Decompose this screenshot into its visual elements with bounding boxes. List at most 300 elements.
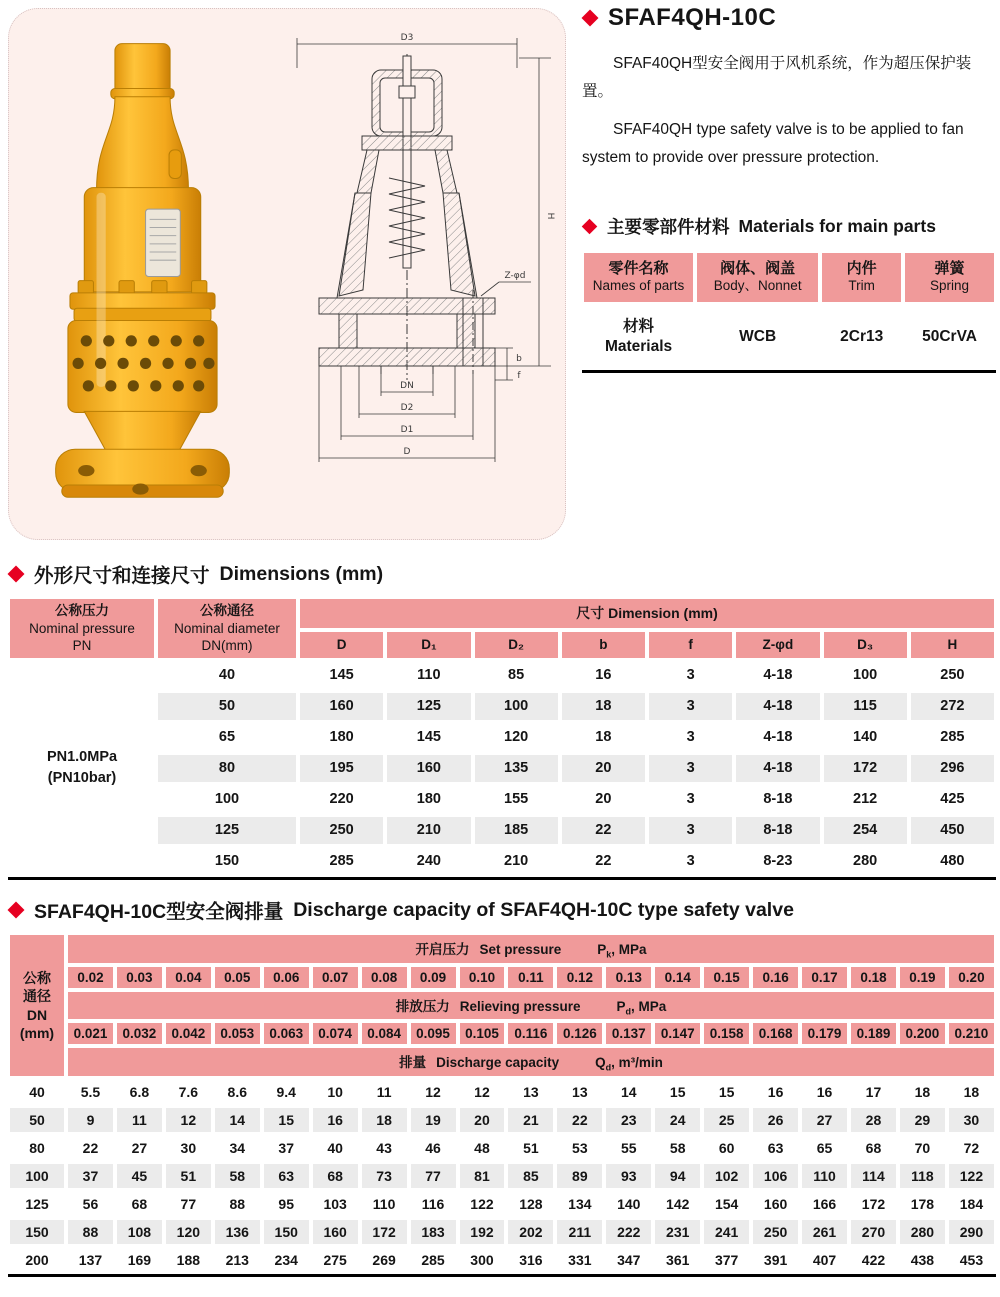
dn-column-header: 公称 通径 DN (mm) (8, 933, 66, 1078)
capacity-value-cell: 12 (458, 1078, 507, 1106)
dn-value-cell: 150 (8, 1218, 66, 1246)
capacity-value-cell: 213 (213, 1246, 262, 1274)
dn-value-cell: 125 (156, 815, 298, 846)
set-pressure-value: 0.19 (898, 965, 947, 990)
capacity-label-row (8, 1046, 996, 1078)
materials-col-body: 阀体、阀盖 Body、Nonnet (695, 251, 820, 305)
dimension-value-cell: 450 (909, 815, 996, 846)
capacity-value-cell: 261 (800, 1218, 849, 1246)
capacity-value-cell: 56 (66, 1190, 115, 1218)
capacity-value-cell: 106 (751, 1162, 800, 1190)
capacity-value-cell: 9 (66, 1106, 115, 1134)
dimension-value-cell: 172 (822, 753, 909, 784)
dimension-value-cell: 100 (822, 660, 909, 691)
capacity-value-cell: 58 (213, 1162, 262, 1190)
capacity-value-cell: 15 (262, 1106, 311, 1134)
relieving-pressure-value: 0.084 (360, 1021, 409, 1046)
relieving-pressure-value: 0.063 (262, 1021, 311, 1046)
dimension-value-cell: 4-18 (734, 660, 821, 691)
svg-text:D1: D1 (400, 425, 414, 435)
capacity-value-cell: 77 (409, 1162, 458, 1190)
capacity-value-cell: 122 (947, 1162, 996, 1190)
dimension-row (8, 815, 996, 846)
capacity-value-cell: 37 (262, 1134, 311, 1162)
dimension-row (8, 753, 996, 784)
dimension-value-cell: 285 (909, 722, 996, 753)
materials-title-en: Materials for main parts (738, 215, 936, 236)
dn-value-cell: 40 (8, 1078, 66, 1106)
set-pressure-value: 0.10 (458, 965, 507, 990)
col-H: H (909, 630, 996, 660)
dimension-value-cell: 250 (909, 660, 996, 691)
relieving-pressure-value: 0.137 (604, 1021, 653, 1046)
set-pressure-value: 0.06 (262, 965, 311, 990)
col-D2: D₂ (473, 630, 560, 660)
dimension-value-cell: 145 (385, 722, 472, 753)
capacity-value-cell: 7.6 (164, 1078, 213, 1106)
capacity-value-cell: 51 (506, 1134, 555, 1162)
capacity-value-cell: 280 (898, 1218, 947, 1246)
set-pressure-value: 0.12 (555, 965, 604, 990)
dn-value-cell: 50 (156, 691, 298, 722)
dimension-value-cell: 16 (560, 660, 647, 691)
capacity-value-cell: 17 (849, 1078, 898, 1106)
relieving-pressure-value: 0.158 (702, 1021, 751, 1046)
capacity-value-cell: 11 (115, 1106, 164, 1134)
dimension-value-cell: 160 (385, 753, 472, 784)
set-pressure-value: 0.18 (849, 965, 898, 990)
dn-value-cell: 50 (8, 1106, 66, 1134)
capacity-value-cell: 16 (800, 1078, 849, 1106)
dimension-value-cell: 280 (822, 846, 909, 877)
capacity-header: 排量 Discharge capacity $Q_d$, m³/min (66, 1046, 996, 1078)
capacity-value-cell: 40 (311, 1134, 360, 1162)
capacity-value-cell: 22 (66, 1134, 115, 1162)
materials-col-trim: 内件 Trim (820, 251, 903, 305)
dimension-value-cell: 85 (473, 660, 560, 691)
set-pressure-value: 0.20 (947, 965, 996, 990)
capacity-value-cell: 94 (653, 1162, 702, 1190)
dimension-value-cell: 18 (560, 691, 647, 722)
capacity-value-cell: 22 (555, 1106, 604, 1134)
capacity-value-cell: 114 (849, 1162, 898, 1190)
capacity-value-cell: 46 (409, 1134, 458, 1162)
capacity-value-cell: 331 (555, 1246, 604, 1274)
capacity-value-cell: 20 (458, 1106, 507, 1134)
capacity-value-cell: 202 (506, 1218, 555, 1246)
capacity-value-cell: 241 (702, 1218, 751, 1246)
capacity-value-cell: 93 (604, 1162, 653, 1190)
dn-value-cell: 125 (8, 1190, 66, 1218)
material-spring-value: 50CrVA (903, 304, 996, 370)
set-pressure-values-row (8, 965, 996, 990)
capacity-value-cell: 222 (604, 1218, 653, 1246)
capacity-value-cell: 88 (213, 1190, 262, 1218)
col-D3: D₃ (822, 630, 909, 660)
capacity-value-cell: 347 (604, 1246, 653, 1274)
relieving-pressure-value: 0.116 (506, 1021, 555, 1046)
capacity-value-cell: 9.4 (262, 1078, 311, 1106)
svg-text:D: D (403, 447, 411, 457)
diamond-bullet-icon (582, 218, 598, 234)
dimension-value-cell: 8-23 (734, 846, 821, 877)
dimension-value-cell: 140 (822, 722, 909, 753)
dimension-value-cell: 22 (560, 846, 647, 877)
capacity-value-cell: 142 (653, 1190, 702, 1218)
capacity-value-cell: 128 (506, 1190, 555, 1218)
dimension-value-cell: 180 (385, 784, 472, 815)
capacity-value-cell: 192 (458, 1218, 507, 1246)
capacity-value-cell: 13 (506, 1078, 555, 1106)
set-pressure-value: 0.15 (702, 965, 751, 990)
capacity-value-cell: 122 (458, 1190, 507, 1218)
relieving-pressure-value: 0.189 (849, 1021, 898, 1046)
capacity-value-cell: 275 (311, 1246, 360, 1274)
discharge-title-cn: SFAF4QH-10C型安全阀排量 (34, 901, 284, 923)
capacity-value-cell: 21 (506, 1106, 555, 1134)
dimension-value-cell: 8-18 (734, 784, 821, 815)
capacity-value-cell: 422 (849, 1246, 898, 1274)
capacity-value-cell: 15 (702, 1078, 751, 1106)
set-pressure-value: 0.04 (164, 965, 213, 990)
capacity-value-cell: 110 (360, 1190, 409, 1218)
capacity-value-cell: 172 (849, 1190, 898, 1218)
capacity-value-cell: 13 (555, 1078, 604, 1106)
technical-drawing (267, 23, 563, 528)
dimension-value-cell: 3 (647, 660, 734, 691)
materials-col-names: 零件名称 Names of parts (582, 251, 695, 305)
capacity-value-cell: 160 (751, 1190, 800, 1218)
capacity-value-cell: 68 (849, 1134, 898, 1162)
materials-heading (582, 214, 996, 239)
svg-text:DN: DN (400, 381, 414, 391)
col-D: D (298, 630, 385, 660)
capacity-value-cell: 68 (311, 1162, 360, 1190)
dimension-value-cell: 210 (473, 846, 560, 877)
dn-value-cell: 150 (156, 846, 298, 877)
materials-table (582, 251, 996, 374)
capacity-value-cell: 25 (702, 1106, 751, 1134)
dimension-row (8, 660, 996, 691)
col-f: f (647, 630, 734, 660)
dimension-value-cell: 110 (385, 660, 472, 691)
capacity-value-cell: 18 (898, 1078, 947, 1106)
set-pressure-label-row (8, 933, 996, 965)
capacity-value-cell: 45 (115, 1162, 164, 1190)
set-pressure-value: 0.08 (360, 965, 409, 990)
capacity-value-cell: 30 (947, 1106, 996, 1134)
capacity-value-cell: 23 (604, 1106, 653, 1134)
diamond-bullet-icon (8, 902, 25, 919)
svg-text:H: H (545, 212, 555, 220)
discharge-row (8, 1134, 996, 1162)
relieving-pressure-value: 0.147 (653, 1021, 702, 1046)
page-title: SFAF4QH-10C (608, 4, 777, 31)
col-nominal-pressure: 公称压力 Nominal pressure PN (8, 597, 156, 660)
materials-title-cn: 主要零部件材料 (607, 216, 730, 237)
dimension-value-cell: 3 (647, 722, 734, 753)
col-D1: D₁ (385, 630, 472, 660)
dimension-row (8, 784, 996, 815)
capacity-value-cell: 172 (360, 1218, 409, 1246)
capacity-value-cell: 51 (164, 1162, 213, 1190)
svg-text:f: f (517, 371, 521, 381)
set-pressure-value: 0.02 (66, 965, 115, 990)
dn-value-cell: 100 (156, 784, 298, 815)
discharge-row (8, 1078, 996, 1106)
model-heading (582, 4, 996, 32)
capacity-value-cell: 300 (458, 1246, 507, 1274)
discharge-heading (8, 896, 996, 924)
product-image-panel (8, 8, 566, 540)
capacity-value-cell: 407 (800, 1246, 849, 1274)
capacity-value-cell: 231 (653, 1218, 702, 1246)
capacity-value-cell: 27 (115, 1134, 164, 1162)
relieving-pressure-value: 0.179 (800, 1021, 849, 1046)
dimension-value-cell: 296 (909, 753, 996, 784)
discharge-title-en: Discharge capacity of SFAF4QH-10C type safety valve (293, 898, 794, 921)
dimensions-title-en: Dimensions (mm) (219, 562, 384, 585)
dimension-value-cell: 480 (909, 846, 996, 877)
discharge-row (8, 1246, 996, 1274)
relieving-pressure-value: 0.210 (947, 1021, 996, 1046)
dimension-value-cell: 18 (560, 722, 647, 753)
dimension-value-cell: 22 (560, 815, 647, 846)
capacity-value-cell: 24 (653, 1106, 702, 1134)
dimension-row (8, 846, 996, 877)
relieving-pressure-values-row (8, 1021, 996, 1046)
dn-value-cell: 100 (8, 1162, 66, 1190)
capacity-value-cell: 290 (947, 1218, 996, 1246)
capacity-value-cell: 211 (555, 1218, 604, 1246)
relieving-pressure-value: 0.168 (751, 1021, 800, 1046)
dimension-row (8, 722, 996, 753)
svg-text:Z-φd: Z-φd (504, 271, 526, 281)
capacity-value-cell: 377 (702, 1246, 751, 1274)
capacity-value-cell: 178 (898, 1190, 947, 1218)
dn-value-cell: 80 (8, 1134, 66, 1162)
dimensions-heading (8, 560, 996, 588)
set-pressure-value: 0.03 (115, 965, 164, 990)
capacity-value-cell: 34 (213, 1134, 262, 1162)
discharge-row (8, 1218, 996, 1246)
capacity-value-cell: 108 (115, 1218, 164, 1246)
dimensions-header-row (8, 597, 996, 630)
relieving-pressure-value: 0.200 (898, 1021, 947, 1046)
capacity-value-cell: 234 (262, 1246, 311, 1274)
svg-text:b: b (516, 354, 522, 364)
capacity-value-cell: 150 (262, 1218, 311, 1246)
col-Z-phi-d: Z-φd (734, 630, 821, 660)
capacity-value-cell: 89 (555, 1162, 604, 1190)
set-pressure-value: 0.09 (409, 965, 458, 990)
capacity-value-cell: 58 (653, 1134, 702, 1162)
capacity-value-cell: 10 (311, 1078, 360, 1106)
capacity-value-cell: 250 (751, 1218, 800, 1246)
dn-value-cell: 40 (156, 660, 298, 691)
capacity-value-cell: 53 (555, 1134, 604, 1162)
dimensions-table (8, 597, 996, 880)
description-cn: SFAF40QH型安全阀用于风机系统，作为超压保护装置。 (582, 55, 972, 100)
relieving-pressure-value: 0.032 (115, 1021, 164, 1046)
capacity-value-cell: 63 (751, 1134, 800, 1162)
set-pressure-value: 0.14 (653, 965, 702, 990)
capacity-value-cell: 6.8 (115, 1078, 164, 1106)
materials-col-spring: 弹簧 Spring (903, 251, 996, 305)
relieving-pressure-value: 0.095 (409, 1021, 458, 1046)
capacity-value-cell: 11 (360, 1078, 409, 1106)
capacity-value-cell: 361 (653, 1246, 702, 1274)
dimension-value-cell: 20 (560, 753, 647, 784)
capacity-value-cell: 140 (604, 1190, 653, 1218)
dimension-value-cell: 145 (298, 660, 385, 691)
capacity-value-cell: 85 (506, 1162, 555, 1190)
capacity-value-cell: 137 (66, 1246, 115, 1274)
relieving-pressure-label-row (8, 990, 996, 1022)
capacity-value-cell: 110 (800, 1162, 849, 1190)
capacity-value-cell: 134 (555, 1190, 604, 1218)
capacity-value-cell: 16 (751, 1078, 800, 1106)
capacity-value-cell: 60 (702, 1134, 751, 1162)
set-pressure-value: 0.13 (604, 965, 653, 990)
dimension-value-cell: 195 (298, 753, 385, 784)
materials-header-row (582, 251, 996, 305)
svg-text:D2: D2 (400, 403, 414, 413)
col-b: b (560, 630, 647, 660)
dimension-value-cell: 240 (385, 846, 472, 877)
capacity-value-cell: 5.5 (66, 1078, 115, 1106)
capacity-value-cell: 118 (898, 1162, 947, 1190)
dimension-value-cell: 3 (647, 846, 734, 877)
capacity-value-cell: 19 (409, 1106, 458, 1134)
materials-row-label: 材料 Materials (582, 304, 695, 370)
dn-value-cell: 80 (156, 753, 298, 784)
capacity-value-cell: 103 (311, 1190, 360, 1218)
capacity-value-cell: 88 (66, 1218, 115, 1246)
material-body-value: WCB (695, 304, 820, 370)
dimension-value-cell: 250 (298, 815, 385, 846)
materials-data-row (582, 304, 996, 370)
dimension-value-cell: 155 (473, 784, 560, 815)
capacity-value-cell: 166 (800, 1190, 849, 1218)
set-pressure-header: 开启压力 Set pressure $P_k$, MPa (66, 933, 996, 965)
capacity-value-cell: 184 (947, 1190, 996, 1218)
capacity-value-cell: 120 (164, 1218, 213, 1246)
set-pressure-value: 0.11 (506, 965, 555, 990)
capacity-value-cell: 43 (360, 1134, 409, 1162)
dn-value-cell: 200 (8, 1246, 66, 1274)
capacity-value-cell: 15 (653, 1078, 702, 1106)
discharge-row (8, 1106, 996, 1134)
dimension-value-cell: 210 (385, 815, 472, 846)
dimension-value-cell: 4-18 (734, 753, 821, 784)
capacity-value-cell: 16 (311, 1106, 360, 1134)
set-pressure-value: 0.07 (311, 965, 360, 990)
dimension-value-cell: 115 (822, 691, 909, 722)
capacity-value-cell: 63 (262, 1162, 311, 1190)
capacity-value-cell: 154 (702, 1190, 751, 1218)
capacity-value-cell: 73 (360, 1162, 409, 1190)
set-pressure-value: 0.17 (800, 965, 849, 990)
capacity-value-cell: 26 (751, 1106, 800, 1134)
relieving-pressure-value: 0.053 (213, 1021, 262, 1046)
relieving-pressure-value: 0.074 (311, 1021, 360, 1046)
capacity-value-cell: 28 (849, 1106, 898, 1134)
dimension-value-cell: 3 (647, 691, 734, 722)
dimension-value-cell: 100 (473, 691, 560, 722)
relieving-pressure-value: 0.105 (458, 1021, 507, 1046)
dimension-value-cell: 4-18 (734, 691, 821, 722)
dimension-value-cell: 285 (298, 846, 385, 877)
dn-value-cell: 65 (156, 722, 298, 753)
capacity-value-cell: 438 (898, 1246, 947, 1274)
capacity-value-cell: 316 (506, 1246, 555, 1274)
capacity-value-cell: 18 (947, 1078, 996, 1106)
discharge-table (8, 933, 996, 1277)
col-nominal-diameter: 公称通径 Nominal diameter DN(mm) (156, 597, 298, 660)
capacity-value-cell: 37 (66, 1162, 115, 1190)
capacity-value-cell: 27 (800, 1106, 849, 1134)
capacity-value-cell: 136 (213, 1218, 262, 1246)
set-pressure-value: 0.05 (213, 965, 262, 990)
capacity-value-cell: 70 (898, 1134, 947, 1162)
dimension-value-cell: 220 (298, 784, 385, 815)
capacity-value-cell: 14 (213, 1106, 262, 1134)
relieving-pressure-value: 0.042 (164, 1021, 213, 1046)
relieving-pressure-value: 0.021 (66, 1021, 115, 1046)
valve-body (56, 44, 230, 498)
dimension-value-cell: 272 (909, 691, 996, 722)
capacity-value-cell: 95 (262, 1190, 311, 1218)
capacity-value-cell: 14 (604, 1078, 653, 1106)
capacity-value-cell: 160 (311, 1218, 360, 1246)
capacity-value-cell: 12 (409, 1078, 458, 1106)
dimension-value-cell: 125 (385, 691, 472, 722)
capacity-value-cell: 270 (849, 1218, 898, 1246)
dimension-value-cell: 180 (298, 722, 385, 753)
capacity-value-cell: 29 (898, 1106, 947, 1134)
svg-text:D3: D3 (400, 33, 414, 43)
valve-photo (25, 27, 260, 522)
capacity-value-cell: 453 (947, 1246, 996, 1274)
capacity-value-cell: 183 (409, 1218, 458, 1246)
dimension-value-cell: 135 (473, 753, 560, 784)
dimension-value-cell: 3 (647, 784, 734, 815)
diamond-bullet-icon (582, 10, 599, 27)
capacity-value-cell: 188 (164, 1246, 213, 1274)
material-trim-value: 2Cr13 (820, 304, 903, 370)
capacity-value-cell: 72 (947, 1134, 996, 1162)
dimension-value-cell: 185 (473, 815, 560, 846)
dimension-value-cell: 254 (822, 815, 909, 846)
dimension-row (8, 691, 996, 722)
capacity-value-cell: 30 (164, 1134, 213, 1162)
dimensions-title-cn: 外形尺寸和连接尺寸 (34, 565, 210, 587)
set-pressure-value: 0.16 (751, 965, 800, 990)
dimension-value-cell: 8-18 (734, 815, 821, 846)
capacity-value-cell: 169 (115, 1246, 164, 1274)
discharge-row (8, 1190, 996, 1218)
discharge-row (8, 1162, 996, 1190)
dimension-span-header: 尺寸 Dimension (mm) (298, 597, 996, 630)
dimension-value-cell: 3 (647, 753, 734, 784)
capacity-value-cell: 8.6 (213, 1078, 262, 1106)
relieving-pressure-value: 0.126 (555, 1021, 604, 1046)
capacity-value-cell: 269 (360, 1246, 409, 1274)
dimension-value-cell: 212 (822, 784, 909, 815)
capacity-value-cell: 391 (751, 1246, 800, 1274)
capacity-value-cell: 12 (164, 1106, 213, 1134)
